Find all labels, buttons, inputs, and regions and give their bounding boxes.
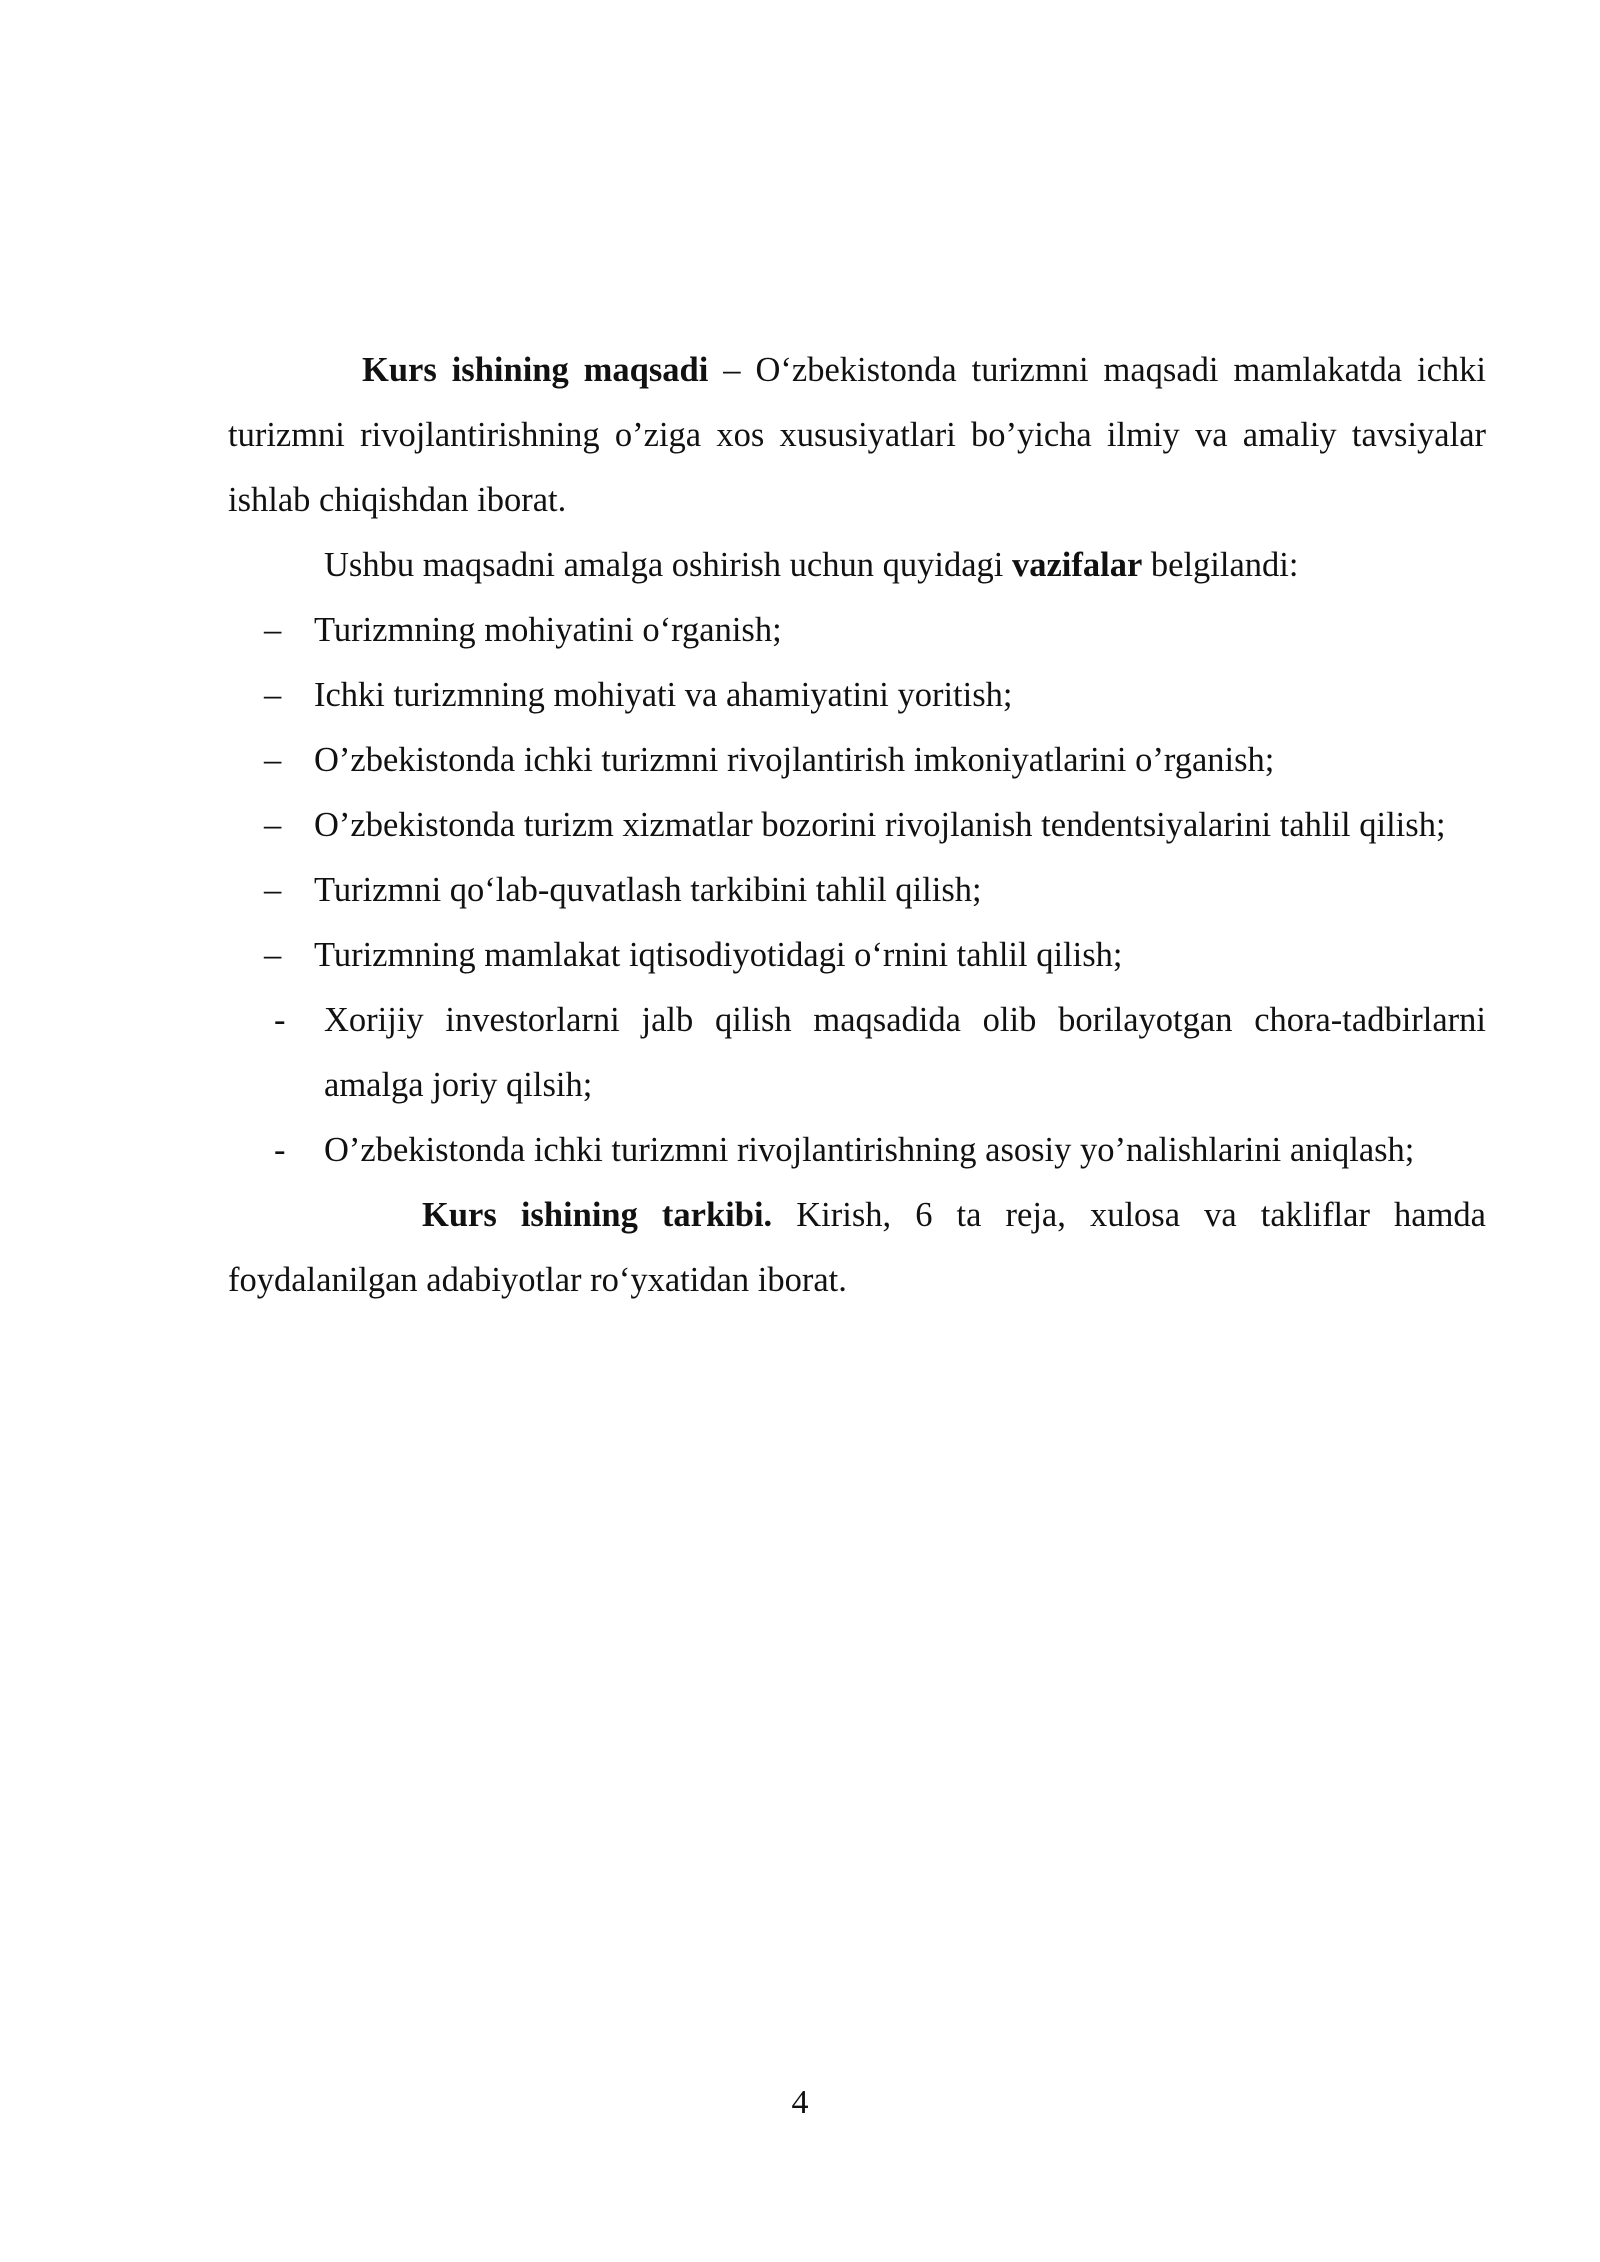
list-item [228,598,1486,663]
hyphen-marker: - [274,1131,286,1169]
tasks-intro-bold: vazifalar [1011,546,1143,584]
structure-heading: Kurs ishining tarkibi. [422,1196,773,1234]
list-item-text: Xorijiy investorlarni jalb qilish maqsadida olib borilayotgan chora-tadbirlarni amalga joriy qilsih; [324,1001,1486,1104]
dash-marker: – [264,676,282,714]
dash-marker: – [264,611,282,649]
dash-marker: – [264,741,282,779]
hyphen-marker: - [274,1001,286,1039]
list-item [228,1118,1486,1183]
goal-paragraph [228,338,1486,533]
structure-text: Kirish, 6 ta reja, xulosa va takliflar hamda foydalanilgan adabiyotlar ro‘yxatidan iborat. [228,1196,1486,1299]
list-item [228,858,1486,923]
tasks-intro-before: Ushbu maqsadni amalga oshirish uchun quyidagi [324,546,1012,584]
structure-paragraph [228,1183,1486,1313]
page-body [228,338,1486,1313]
list-item [228,728,1486,793]
page-number: 4 [791,2084,809,2121]
list-item-text: O’zbekistonda ichki turizmni rivojlantirishning asosiy yo’nalishlarini aniqlash; [324,1131,1415,1169]
list-item-text: Ichki turizmning mohiyati va ahamiyatini yoritish; [314,676,1013,714]
list-item-text: Turizmning mohiyatini o‘rganish; [314,611,782,649]
list-item-text: O’zbekistonda turizm xizmatlar bozorini rivojlanish tendentsiyalarini tahlil qilish; [314,806,1446,844]
list-item-text: Turizmning mamlakat iqtisodiyotidagi o‘rnini tahlil qilish; [314,936,1123,974]
dash-marker: – [264,936,282,974]
tasks-intro-paragraph [228,533,1486,598]
list-item [228,663,1486,728]
list-item-text: O’zbekistonda ichki turizmni rivojlantirish imkoniyatlarini o’rganish; [314,741,1275,779]
list-item [228,793,1486,858]
dash-marker: – [264,871,282,909]
dash-marker: – [264,806,282,844]
goal-heading: Kurs ishining maqsadi [362,351,709,389]
list-item [228,988,1486,1118]
list-item [228,923,1486,988]
list-item-text: Turizmni qo‘lab-quvatlash tarkibini tahlil qilish; [314,871,982,909]
goal-text: – O‘zbekistonda turizmni maqsadi mamlakatda ichki turizmni rivojlantirishning o’ziga xos xususiyatlari bo’yicha ilmiy va amaliy tavsiyalar ishlab chiqishdan iborat. [228,351,1486,519]
extra-tasks-list [228,988,1486,1183]
tasks-intro-after: belgilandi: [1142,546,1299,584]
tasks-list [228,598,1486,988]
